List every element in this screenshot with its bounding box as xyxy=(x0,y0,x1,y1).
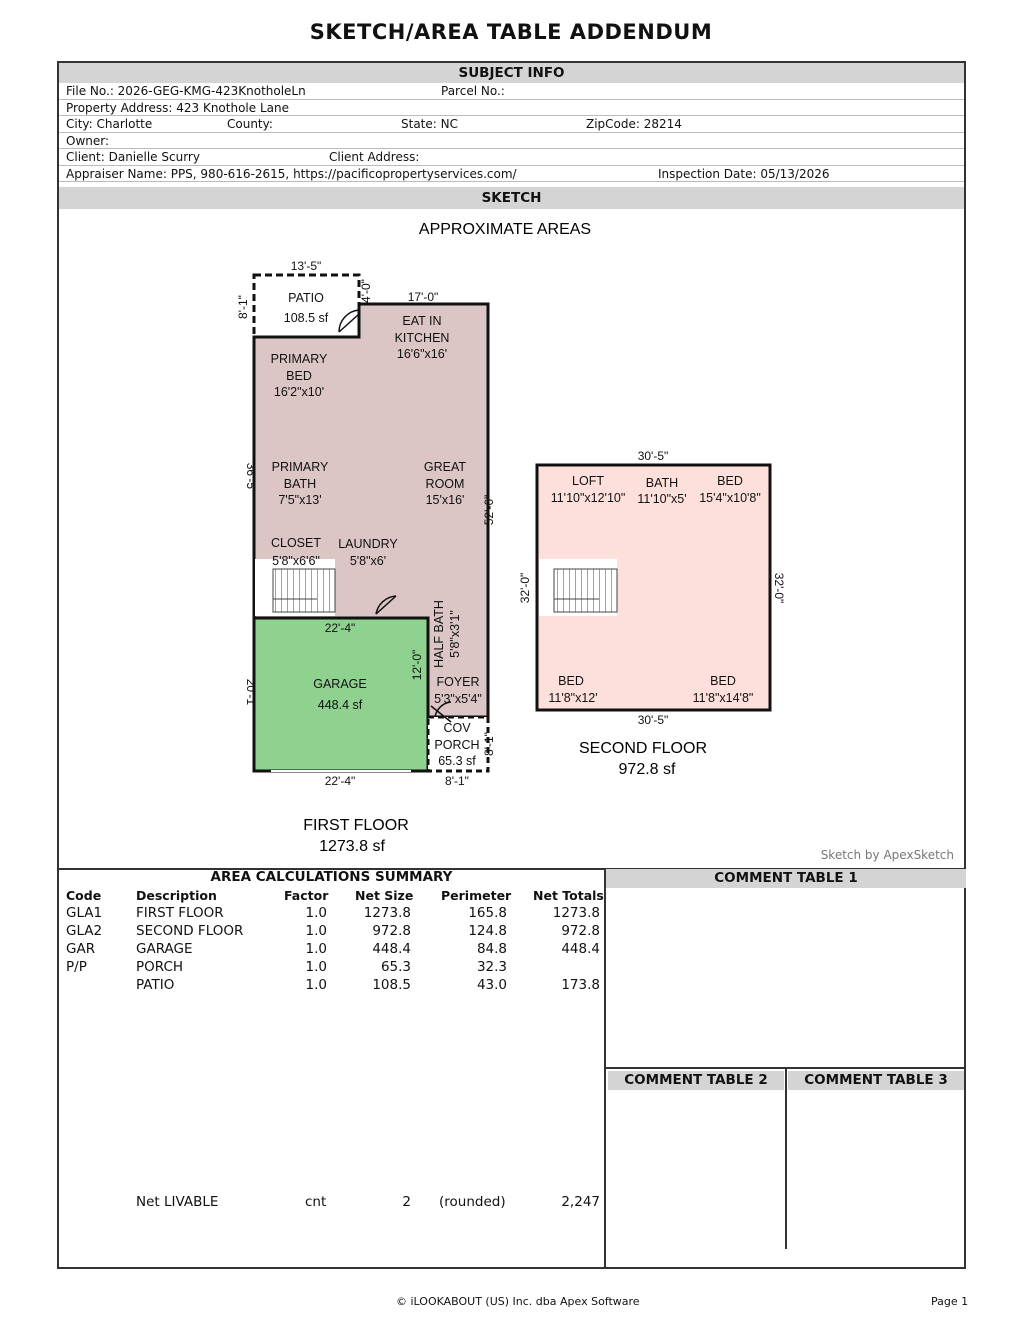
area-row-3-net-size: 65.3 xyxy=(380,959,411,975)
area-row-3-perimeter: 32.3 xyxy=(476,959,507,975)
room-closet-name: CLOSET xyxy=(270,536,322,550)
subject-info-header: SUBJECT INFO xyxy=(59,63,964,83)
dim-right: 52'-6" xyxy=(482,494,496,526)
subject-row-city xyxy=(59,116,964,133)
room-primary-bath-line1: PRIMARY xyxy=(271,460,329,474)
city: City: Charlotte xyxy=(66,117,153,131)
room-kitchen-size: 16'6"x16' xyxy=(396,347,448,361)
room-garage-area: 448.4 sf xyxy=(317,698,363,712)
area-row-1-net-total: 972.8 xyxy=(561,923,600,939)
dim-left: 36'-5" xyxy=(244,462,258,494)
col-perimeter: Perimeter xyxy=(441,888,512,903)
dim-second-bottom: 30'-5" xyxy=(637,713,669,727)
room-loft-size: 11'10"x12'10" xyxy=(550,491,626,505)
room-porch-line2: PORCH xyxy=(434,738,480,752)
inspection-date: Inspection Date: 05/13/2026 xyxy=(658,166,830,181)
room-laundry-size: 5'8"x6' xyxy=(349,554,387,568)
area-row-2-net-total: 448.4 xyxy=(561,941,600,957)
room-bed1-name: BED xyxy=(717,474,743,488)
dim-patio-top: 13'-5" xyxy=(290,259,322,273)
appraiser: Appraiser Name: PPS, 980-616-2615, https://pacificopropertyservices.com/ xyxy=(66,166,517,181)
area-summary-header: AREA CALCULATIONS SUMMARY xyxy=(210,869,453,885)
area-row-3-factor: 1.0 xyxy=(305,959,327,975)
room-foyer-name: FOYER xyxy=(436,675,480,689)
room-porch-line1: COV xyxy=(443,721,471,735)
room-laundry-name: LAUNDRY xyxy=(338,537,398,551)
first-floor-plan xyxy=(236,259,496,855)
room-half-bath-size: 5'8"x3'1" xyxy=(448,610,462,658)
room-garage-name: GARAGE xyxy=(313,677,367,691)
area-row-1-net-size: 972.8 xyxy=(372,923,411,939)
dim-patio-right: 4'-0" xyxy=(359,279,373,303)
area-row-2-code: GAR xyxy=(66,941,96,957)
room-primary-bed-line1: PRIMARY xyxy=(270,352,328,366)
col-description: Description xyxy=(136,888,217,903)
dim-garage-bottom: 22'-4" xyxy=(324,774,356,788)
area-row-2-factor: 1.0 xyxy=(305,941,327,957)
dim-garage-left: 20'-1" xyxy=(244,678,258,710)
footer-copyright: © iLOOKABOUT (US) Inc. dba Apex Software xyxy=(396,1295,640,1308)
area-row-4-net-total: 173.8 xyxy=(561,977,600,993)
subject-row-appraiser xyxy=(59,166,964,183)
net-livable-cnt: cnt xyxy=(305,1194,327,1210)
area-row-0-net-total: 1273.8 xyxy=(552,905,600,921)
area-row-0-perimeter: 165.8 xyxy=(468,905,507,921)
room-great-room-line2: ROOM xyxy=(425,477,465,491)
dim-top: 17'-0" xyxy=(407,290,439,304)
room-great-room-line1: GREAT xyxy=(423,460,467,474)
area-row-4-description: PATIO xyxy=(136,977,175,993)
first-floor-area: 1273.8 sf xyxy=(319,838,385,855)
room-patio-name: PATIO xyxy=(288,291,324,305)
owner: Owner: xyxy=(66,133,110,148)
comment-divider xyxy=(604,869,606,1269)
footer-page: Page 1 xyxy=(931,1295,969,1308)
room-primary-bed-size: 16'2"x10' xyxy=(273,385,325,399)
stairs-second-floor xyxy=(554,569,617,612)
sketch-area xyxy=(59,210,964,867)
room-porch-area: 65.3 sf xyxy=(438,754,476,768)
col-factor: Factor xyxy=(284,888,329,903)
area-row-2-description: GARAGE xyxy=(136,941,193,957)
page-title: SKETCH/AREA TABLE ADDENDUM xyxy=(309,20,713,44)
second-floor-plan xyxy=(518,449,786,778)
room-primary-bath-line2: BATH xyxy=(283,477,317,491)
room-loft-name: LOFT xyxy=(572,474,604,488)
first-floor-label: FIRST FLOOR xyxy=(303,817,409,834)
net-livable-rounded: (rounded) xyxy=(439,1194,506,1210)
second-floor-area: 972.8 sf xyxy=(618,761,676,778)
floor-plan-sketch xyxy=(59,210,964,867)
client-address: Client Address: xyxy=(329,150,420,164)
area-row-0-factor: 1.0 xyxy=(305,905,327,921)
room-foyer-size: 5'3"x5'4" xyxy=(434,692,482,706)
garage-outline xyxy=(254,618,428,771)
area-row-3-description: PORCH xyxy=(136,959,184,975)
area-row-4-factor: 1.0 xyxy=(305,977,327,993)
dim-garage-right: 12'-0" xyxy=(410,649,424,681)
dim-porch-right: 8'-1" xyxy=(482,732,496,756)
room-primary-bath-size: 7'5"x13' xyxy=(278,493,322,507)
file-no: File No.: 2026-GEG-KMG-423KnotholeLn xyxy=(66,84,306,98)
zipcode: ZipCode: 28214 xyxy=(586,117,682,131)
area-row-0-description: FIRST FLOOR xyxy=(136,905,224,921)
area-row-3-code: P/P xyxy=(66,959,87,975)
area-row-1-description: SECOND FLOOR xyxy=(136,923,244,939)
dim-patio-left: 8'-1" xyxy=(236,295,250,319)
stairs-first-floor xyxy=(273,569,335,612)
subject-row-address xyxy=(59,100,964,117)
col-net-totals: Net Totals xyxy=(533,888,604,903)
room-bath-size: 11'10"x5' xyxy=(637,492,687,506)
comment-table-1-header: COMMENT TABLE 1 xyxy=(606,869,966,888)
property-address: Property Address: 423 Knothole Lane xyxy=(66,100,289,115)
room-kitchen-line1: EAT IN xyxy=(402,314,442,328)
addendum-frame xyxy=(57,61,966,1269)
room-primary-bed-line2: BED xyxy=(286,369,312,383)
area-row-2-net-size: 448.4 xyxy=(372,941,411,957)
dim-second-right: 32'-0" xyxy=(772,572,786,604)
room-bath-name: BATH xyxy=(645,476,679,490)
col-code: Code xyxy=(66,888,102,903)
area-row-4-net-size: 108.5 xyxy=(372,977,411,993)
room-bed3-name: BED xyxy=(710,674,736,688)
subject-row-owner xyxy=(59,133,964,150)
state: State: NC xyxy=(401,117,458,131)
area-row-0-net-size: 1273.8 xyxy=(363,905,411,921)
dim-second-left: 32'-0" xyxy=(518,572,532,604)
room-bed2-size: 11'8"x12' xyxy=(548,691,598,705)
room-kitchen-line2: KITCHEN xyxy=(394,331,450,345)
room-bed1-size: 15'4"x10'8" xyxy=(699,491,761,505)
comment-table-3-header: COMMENT TABLE 3 xyxy=(788,1071,964,1090)
net-livable-count: 2 xyxy=(402,1194,411,1210)
dim-porch-bottom: 8'-1" xyxy=(445,774,469,788)
net-livable-label: Net LIVABLE xyxy=(136,1194,219,1210)
dim-second-top: 30'-5" xyxy=(637,449,669,463)
area-row-1-perimeter: 124.8 xyxy=(468,923,507,939)
room-bed3-size: 11'8"x14'8" xyxy=(692,691,754,705)
room-closet-size: 5'8"x6'6" xyxy=(272,554,320,568)
sketch-credit: Sketch by ApexSketch xyxy=(820,848,954,862)
subject-row-file xyxy=(59,83,964,100)
sketch-title: APPROXIMATE AREAS xyxy=(418,221,592,238)
county: County: xyxy=(227,117,273,131)
subject-row-client xyxy=(59,149,964,166)
room-great-room-size: 15'x16' xyxy=(425,493,465,507)
area-row-4-perimeter: 43.0 xyxy=(476,977,507,993)
area-row-2-perimeter: 84.8 xyxy=(476,941,507,957)
comment-table-2-divider xyxy=(785,1069,787,1249)
area-row-1-factor: 1.0 xyxy=(305,923,327,939)
client: Client: Danielle Scurry xyxy=(66,150,200,164)
sketch-header: SKETCH xyxy=(59,187,964,209)
room-half-bath-name: HALF BATH xyxy=(432,600,446,668)
room-bed2-name: BED xyxy=(558,674,584,688)
area-row-0-code: GLA1 xyxy=(66,905,103,921)
area-row-1-code: GLA2 xyxy=(66,923,103,939)
second-floor-label: SECOND FLOOR xyxy=(578,740,708,757)
comment-table-2-header: COMMENT TABLE 2 xyxy=(608,1071,784,1090)
dim-garage-top: 22'-4" xyxy=(324,621,356,635)
room-patio-area: 108.5 sf xyxy=(283,311,329,325)
net-livable-total: 2,247 xyxy=(561,1194,600,1210)
parcel-no: Parcel No.: xyxy=(441,84,505,98)
col-net-size: Net Size xyxy=(355,888,414,903)
